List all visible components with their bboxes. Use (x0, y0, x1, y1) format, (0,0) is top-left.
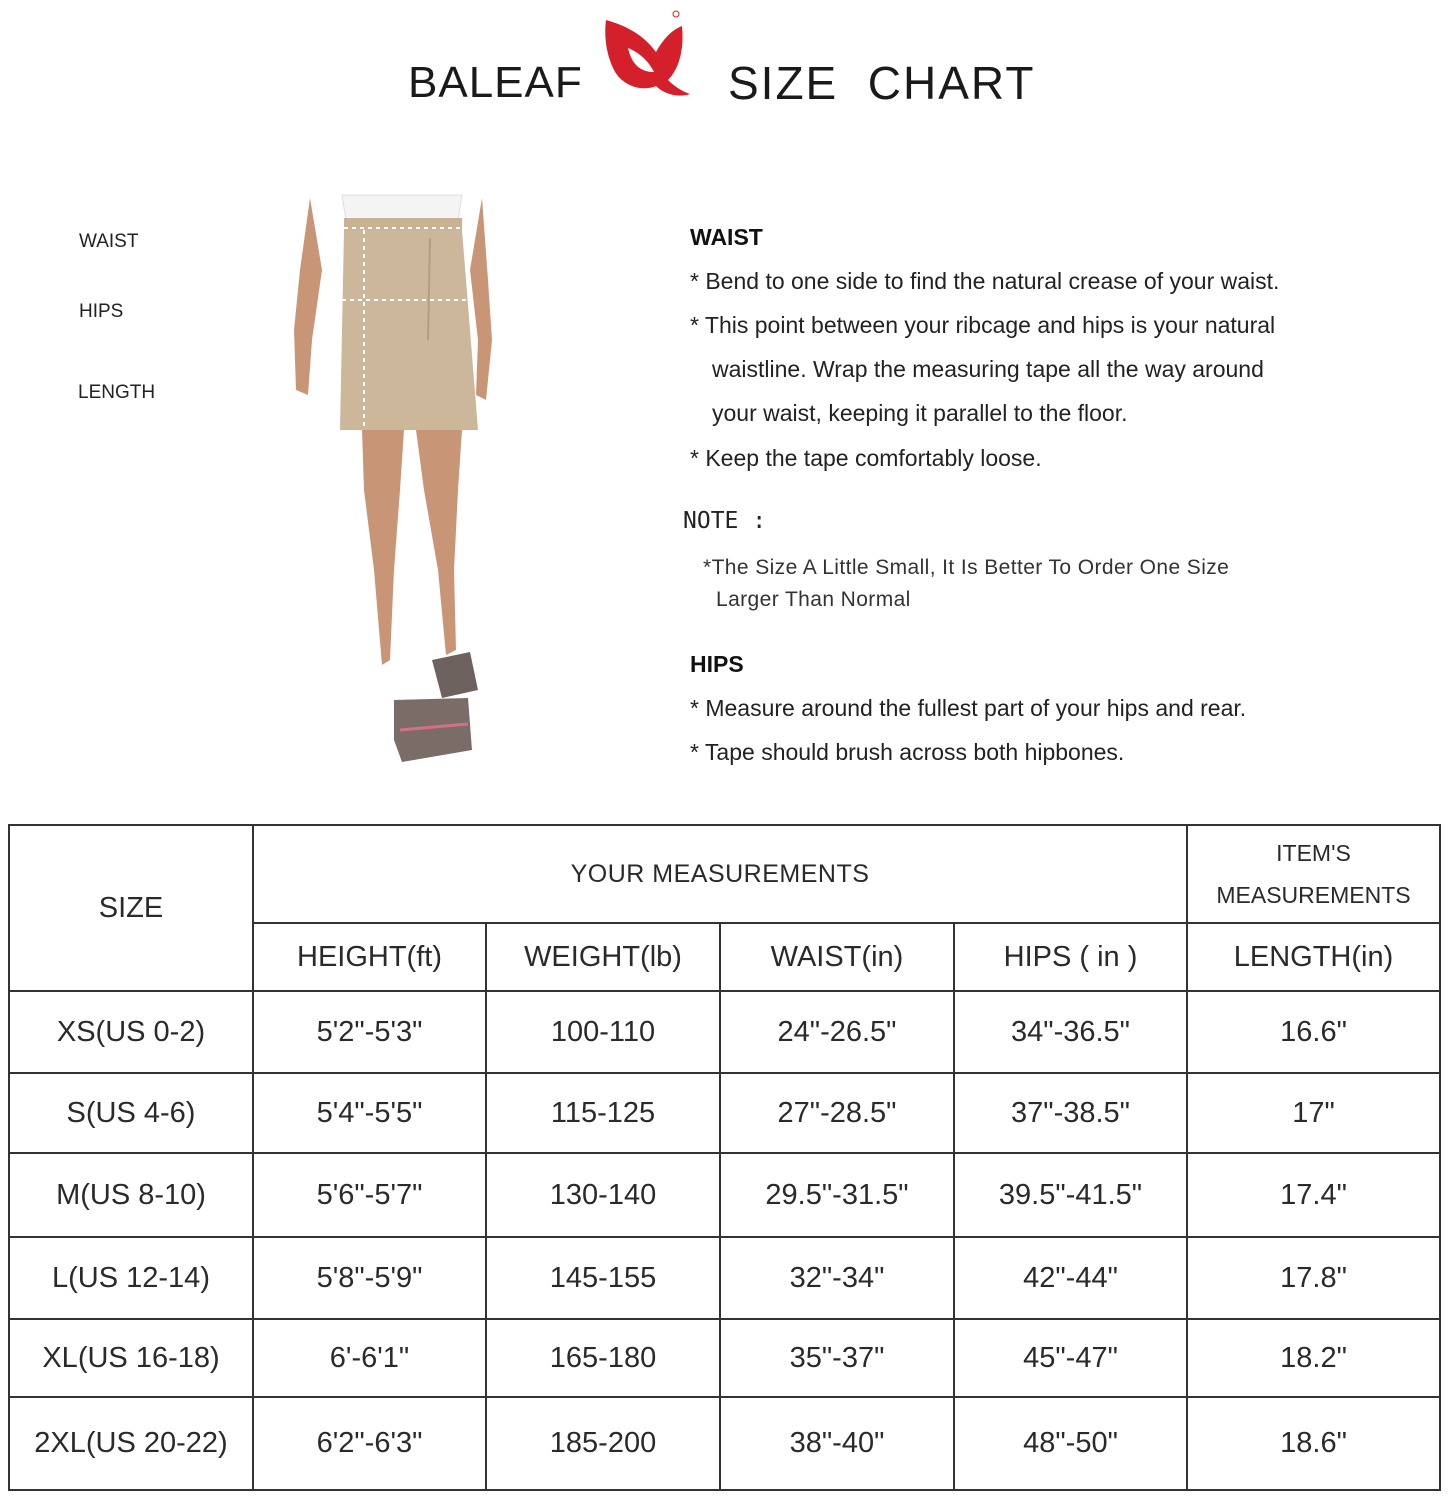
your-measurements-header: YOUR MEASUREMENTS (253, 825, 1187, 923)
hips-guide-line: * Tape should brush across both hipbones. (690, 739, 1125, 765)
height-cell: 6'2"-6'3" (253, 1397, 486, 1490)
waist-label: WAIST (79, 231, 139, 252)
waist-cell: 38"-40" (720, 1397, 954, 1490)
hips-cell: 34"-36.5" (954, 991, 1187, 1073)
hips-guide-heading: HIPS (690, 651, 744, 677)
length-cell: 18.2" (1187, 1319, 1440, 1397)
waist-cell: 24"-26.5" (720, 991, 954, 1073)
height-cell: 6'-6'1" (253, 1319, 486, 1397)
column-header-length: LENGTH(in) (1187, 923, 1440, 991)
waist-guide-line: * Keep the tape comfortably loose. (690, 445, 1042, 471)
waist-cell: 27"-28.5" (720, 1073, 954, 1153)
baleaf-logo-icon (598, 8, 694, 100)
height-cell: 5'8"-5'9" (253, 1237, 486, 1319)
hips-cell: 42"-44" (954, 1237, 1187, 1319)
items-measurements-line: MEASUREMENTS (1216, 882, 1411, 908)
length-cell: 17" (1187, 1073, 1440, 1153)
column-header-weight: WEIGHT(lb) (486, 923, 720, 991)
size-cell: XS(US 0-2) (9, 991, 253, 1073)
waist-cell: 29.5"-31.5" (720, 1153, 954, 1237)
chart-title: SIZE CHART (728, 57, 1036, 109)
table-row (9, 1153, 1440, 1237)
waist-cell: 32"-34" (720, 1237, 954, 1319)
size-cell: M(US 8-10) (9, 1153, 253, 1237)
size-cell: S(US 4-6) (9, 1073, 253, 1153)
size-cell: XL(US 16-18) (9, 1319, 253, 1397)
note-line: Larger Than Normal (716, 588, 911, 611)
hips-cell: 37"-38.5" (954, 1073, 1187, 1153)
table-header-row (9, 825, 1440, 923)
note-heading: NOTE : (683, 508, 767, 534)
table-row (9, 1237, 1440, 1319)
waist-guide-line: * This point between your ribcage and hips is your natural (690, 312, 1276, 338)
length-cell: 17.8" (1187, 1237, 1440, 1319)
column-header-waist: WAIST(in) (720, 923, 954, 991)
hips-label: HIPS (79, 301, 124, 322)
table-row (9, 1073, 1440, 1153)
height-cell: 5'6"-5'7" (253, 1153, 486, 1237)
table-row (9, 991, 1440, 1073)
items-measurements-header (1187, 825, 1440, 923)
length-label: LENGTH (78, 382, 156, 403)
column-header-hips: HIPS ( in ) (954, 923, 1187, 991)
waist-guide-line: your waist, keeping it parallel to the floor. (712, 400, 1128, 426)
weight-cell: 115-125 (486, 1073, 720, 1153)
length-cell: 17.4" (1187, 1153, 1440, 1237)
height-cell: 5'2"-5'3" (253, 991, 486, 1073)
size-cell: L(US 12-14) (9, 1237, 253, 1319)
weight-cell: 145-155 (486, 1237, 720, 1319)
note-line: *The Size A Little Small, It Is Better To Order One Size (703, 556, 1230, 579)
size-header: SIZE (9, 825, 253, 991)
items-measurements-line: ITEM'S (1276, 840, 1351, 866)
size-table (8, 824, 1441, 1491)
table-row (9, 1397, 1440, 1490)
weight-cell: 100-110 (486, 991, 720, 1073)
weight-cell: 130-140 (486, 1153, 720, 1237)
hips-cell: 39.5"-41.5" (954, 1153, 1187, 1237)
brand-name: BALEAF (408, 58, 583, 107)
weight-cell: 165-180 (486, 1319, 720, 1397)
waist-cell: 35"-37" (720, 1319, 954, 1397)
table-row (9, 1319, 1440, 1397)
model-figure (282, 190, 492, 770)
weight-cell: 185-200 (486, 1397, 720, 1490)
height-cell: 5'4"-5'5" (253, 1073, 486, 1153)
waist-guide-heading: WAIST (690, 224, 763, 250)
hips-guide-line: * Measure around the fullest part of your hips and rear. (690, 695, 1247, 721)
waist-guide-line: * Bend to one side to find the natural crease of your waist. (690, 268, 1280, 294)
waist-guide-line: waistline. Wrap the measuring tape all the way around (712, 356, 1264, 382)
size-cell: 2XL(US 20-22) (9, 1397, 253, 1490)
length-cell: 16.6" (1187, 991, 1440, 1073)
column-header-height: HEIGHT(ft) (253, 923, 486, 991)
length-cell: 18.6" (1187, 1397, 1440, 1490)
hips-cell: 45"-47" (954, 1319, 1187, 1397)
hips-cell: 48"-50" (954, 1397, 1187, 1490)
